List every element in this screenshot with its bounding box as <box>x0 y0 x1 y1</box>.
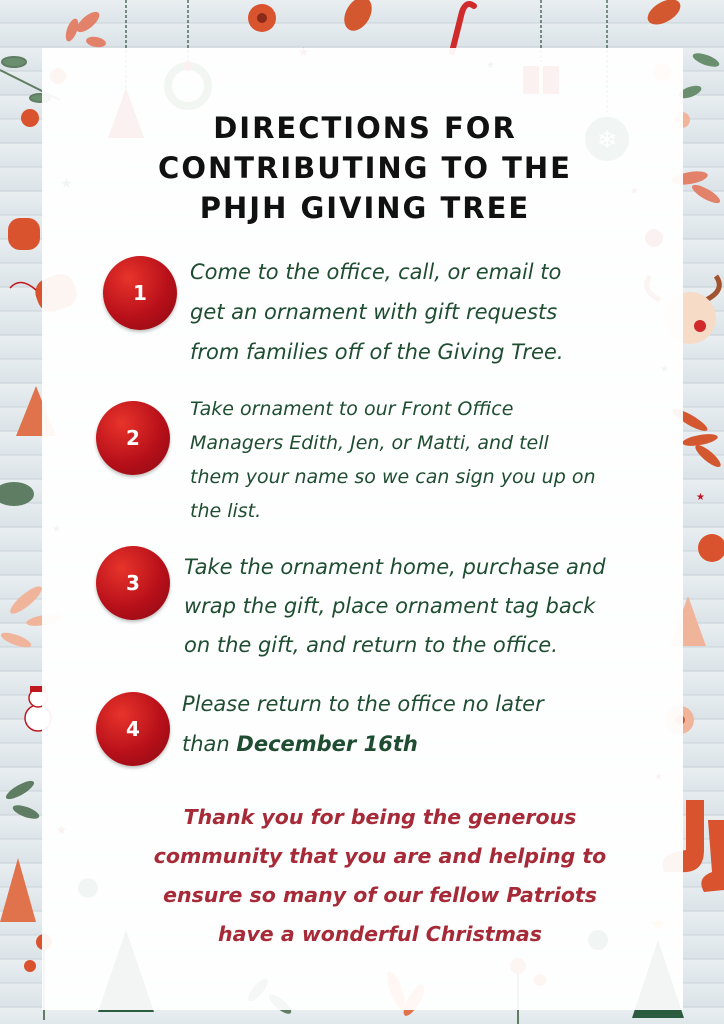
leaf-icon <box>0 482 34 506</box>
title-line: DIRECTIONS FOR <box>213 111 517 145</box>
step-line-prefix: than <box>182 732 237 756</box>
thanks-line: have a wonderful Christmas <box>218 922 542 946</box>
step-line: them your name so we can sign you up on <box>190 466 596 488</box>
deadline-date: December 16th <box>236 732 418 756</box>
step-number-badge: 1 <box>103 256 177 330</box>
step-line: Please return to the office no later <box>182 692 544 716</box>
step-line: on the gift, and return to the office. <box>184 633 558 657</box>
svg-text:★: ★ <box>696 492 705 503</box>
step-number-badge: 2 <box>96 401 170 475</box>
title-line: PHJH GIVING TREE <box>199 191 531 225</box>
leaf-icon <box>63 8 107 48</box>
step-4-text <box>182 684 544 764</box>
flower-icon <box>248 4 276 32</box>
flower-icon <box>698 534 724 562</box>
step-line: get an ornament with gift requests <box>190 300 558 324</box>
candy-cane-icon <box>452 4 474 52</box>
title-line: CONTRIBUTING TO THE <box>158 151 572 185</box>
step-line <box>182 724 544 764</box>
thanks-line: Thank you for being the generous <box>183 805 577 829</box>
step-line: Take ornament to our Front Office <box>190 398 514 420</box>
step-line: the list. <box>190 500 262 522</box>
step-line: from families off of the Giving Tree. <box>190 340 564 364</box>
step-line: Come to the office, call, or email to <box>190 260 562 284</box>
step-2-text <box>190 392 596 528</box>
step-line: wrap the gift, place ornament tag back <box>184 594 596 618</box>
step-number-badge: 3 <box>96 546 170 620</box>
thanks-line: community that you are and helping to <box>153 844 607 868</box>
christmas-tree-icon <box>0 858 36 922</box>
page-title <box>150 108 580 228</box>
step-line: Managers Edith, Jen, or Matti, and tell <box>190 432 549 454</box>
leaf-icon <box>643 0 684 30</box>
branch-icon <box>4 778 41 822</box>
thanks-line: ensure so many of our fellow Patriots <box>163 883 597 907</box>
step-1-text <box>190 252 564 372</box>
branch-icon <box>677 51 721 101</box>
step-number-badge: 4 <box>96 692 170 766</box>
leaf-icon <box>339 0 378 36</box>
thank-you-message <box>110 798 650 954</box>
step-line: Take the ornament home, purchase and <box>184 555 606 579</box>
step-3-text <box>184 548 606 665</box>
